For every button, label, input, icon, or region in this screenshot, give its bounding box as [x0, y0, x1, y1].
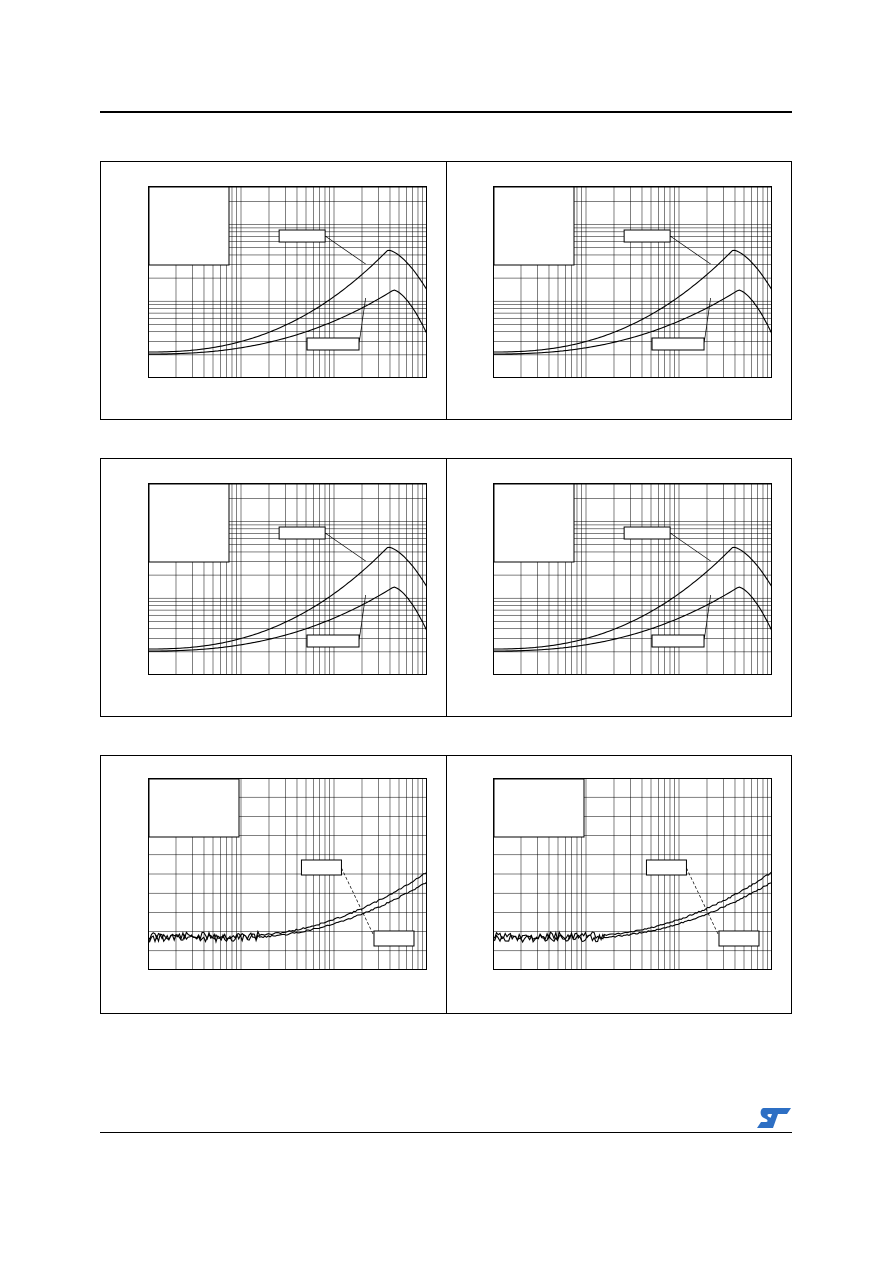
chart-3 — [148, 483, 427, 675]
figure-divider — [446, 162, 447, 419]
legend-box — [494, 187, 574, 265]
curve-label-box — [307, 338, 359, 350]
curve-label-box — [652, 635, 704, 647]
figure-divider — [446, 756, 447, 1013]
legend-box — [149, 187, 229, 265]
curve-label-box — [307, 635, 359, 647]
legend-box — [149, 484, 229, 562]
curve-label-box — [279, 527, 325, 539]
legend-box — [494, 484, 574, 562]
chart-4 — [493, 483, 772, 675]
footer-rule — [100, 1132, 792, 1133]
curve-label-box — [279, 230, 325, 242]
chart-1 — [148, 186, 427, 378]
chart-5 — [148, 778, 427, 970]
curve-label-box — [652, 338, 704, 350]
chart-6 — [493, 778, 772, 970]
curve-label-box — [301, 860, 341, 875]
curve-label-box — [624, 230, 670, 242]
curve-label-box — [646, 860, 686, 875]
curve-label-box — [624, 527, 670, 539]
header-rule — [100, 111, 792, 113]
curve-label-box — [374, 931, 414, 946]
curve-label-box — [719, 931, 759, 946]
legend-box — [149, 779, 239, 837]
legend-box — [494, 779, 584, 837]
chart-2 — [493, 186, 772, 378]
st-logo-icon — [756, 1106, 792, 1130]
figure-divider — [446, 459, 447, 716]
